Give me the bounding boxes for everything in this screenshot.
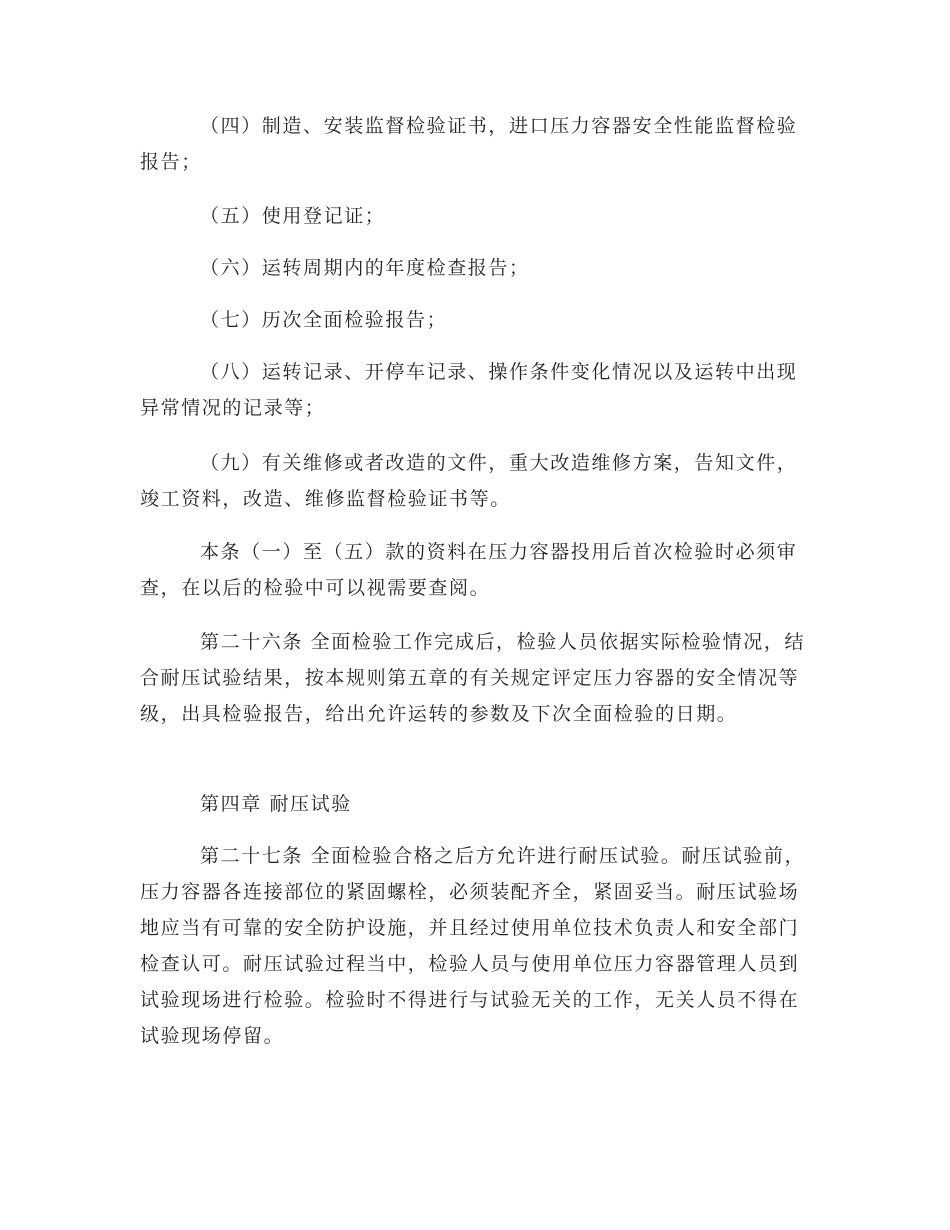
- paragraph-item-5-registration: （五）使用登记证；: [200, 205, 386, 227]
- paragraph-article-27: 第二十七条 全面检验合格之后方允许进行耐压试验。耐压试验前，压力容器各连接部位的紧固螺栓，必须装配齐全，紧固妥当。耐压试验场地应当有可靠的安全防护设施，并且经过使用单位技术负责人和安全部门检查认可。耐压试验过程当中，检验人员与使用单位压力容器管理人员到试验现场进行检验。检验时不得进行与试验无关的工作，无关人员不得在试验现场停留。: [140, 845, 806, 1047]
- paragraph-item-4-certificates: （四）制造、安装监督检验证书，进口压力容器安全性能监督检验报告；: [140, 115, 798, 173]
- paragraph-item-8-operation-records: （八）运转记录、开停车记录、操作条件变化情况以及运转中出现异常情况的记录等；: [140, 361, 798, 419]
- chapter-heading: 第四章 耐压试验: [200, 793, 352, 815]
- paragraph-item-7-inspection-reports: （七）历次全面检验报告；: [200, 309, 448, 331]
- paragraph-article-26: 第二十六条 全面检验工作完成后，检验人员依据实际检验情况，结合耐压试验结果，按本规则第五章的有关规定评定压力容器的安全情况等级，出具检验报告，给出允许运转的参数及下次全面检验的日期。: [140, 631, 806, 725]
- paragraph-item-9-repair-documents: （九）有关维修或者改造的文件，重大改造维修方案，告知文件，竣工资料，改造、维修监督检验证书等。: [140, 452, 798, 510]
- paragraph-review-note: 本条（一）至（五）款的资料在压力容器投用后首次检验时必须审查，在以后的检验中可以视需要查阅。: [140, 541, 798, 599]
- paragraph-item-6-annual-reports: （六）运转周期内的年度检查报告；: [200, 257, 530, 279]
